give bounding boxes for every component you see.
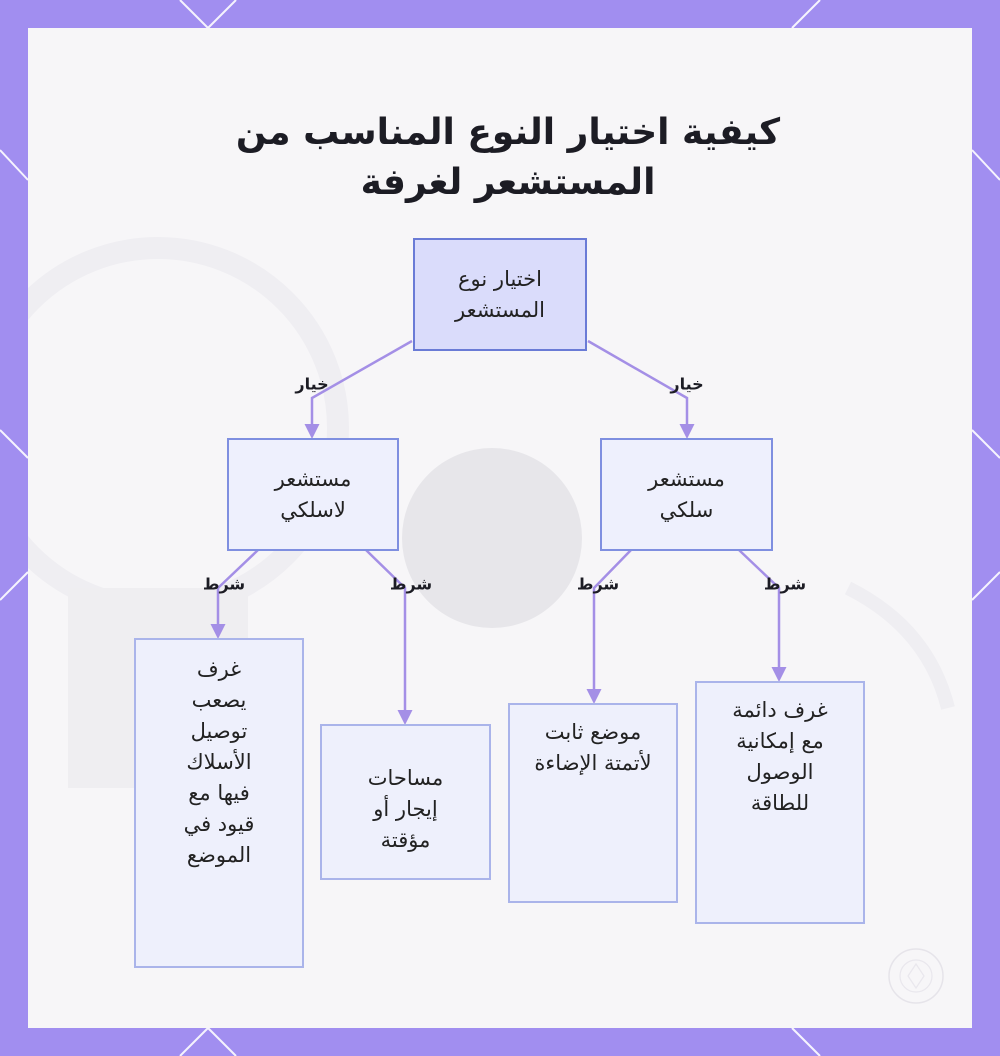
node-permanent-rooms: غرف دائمة مع إمكانية الوصول للطاقة bbox=[695, 681, 865, 924]
node-rental-spaces: مساحات إيجار أو مؤقتة bbox=[320, 724, 491, 880]
edge-label-condition: شرط bbox=[763, 574, 807, 594]
node-wired-sensor: مستشعر سلكي bbox=[600, 438, 773, 551]
edge-wired-fixed bbox=[594, 550, 631, 701]
node-choose-sensor-type: اختيار نوع المستشعر bbox=[413, 238, 587, 351]
node-fixed-position: موضع ثابت لأتمتة الإضاءة bbox=[508, 703, 678, 903]
diagram-title: كيفية اختيار النوع المناسب من المستشعر لغرفة bbox=[235, 112, 781, 203]
edge-label-option: خيار bbox=[295, 374, 329, 394]
edge-label-condition: شرط bbox=[389, 574, 433, 594]
watermark-seal bbox=[886, 946, 946, 1006]
edge-label-condition: شرط bbox=[202, 574, 246, 594]
diagram-panel bbox=[28, 28, 972, 1028]
edge-wired-permanent bbox=[739, 550, 779, 679]
edge-label-condition: شرط bbox=[576, 574, 620, 594]
edge-label-option: خيار bbox=[670, 374, 704, 394]
node-wireless-sensor: مستشعر لاسلكي bbox=[227, 438, 399, 551]
node-hard-wiring-rooms: غرف يصعب توصيل الأسلاك فيها مع قيود في الموضع bbox=[134, 638, 304, 968]
